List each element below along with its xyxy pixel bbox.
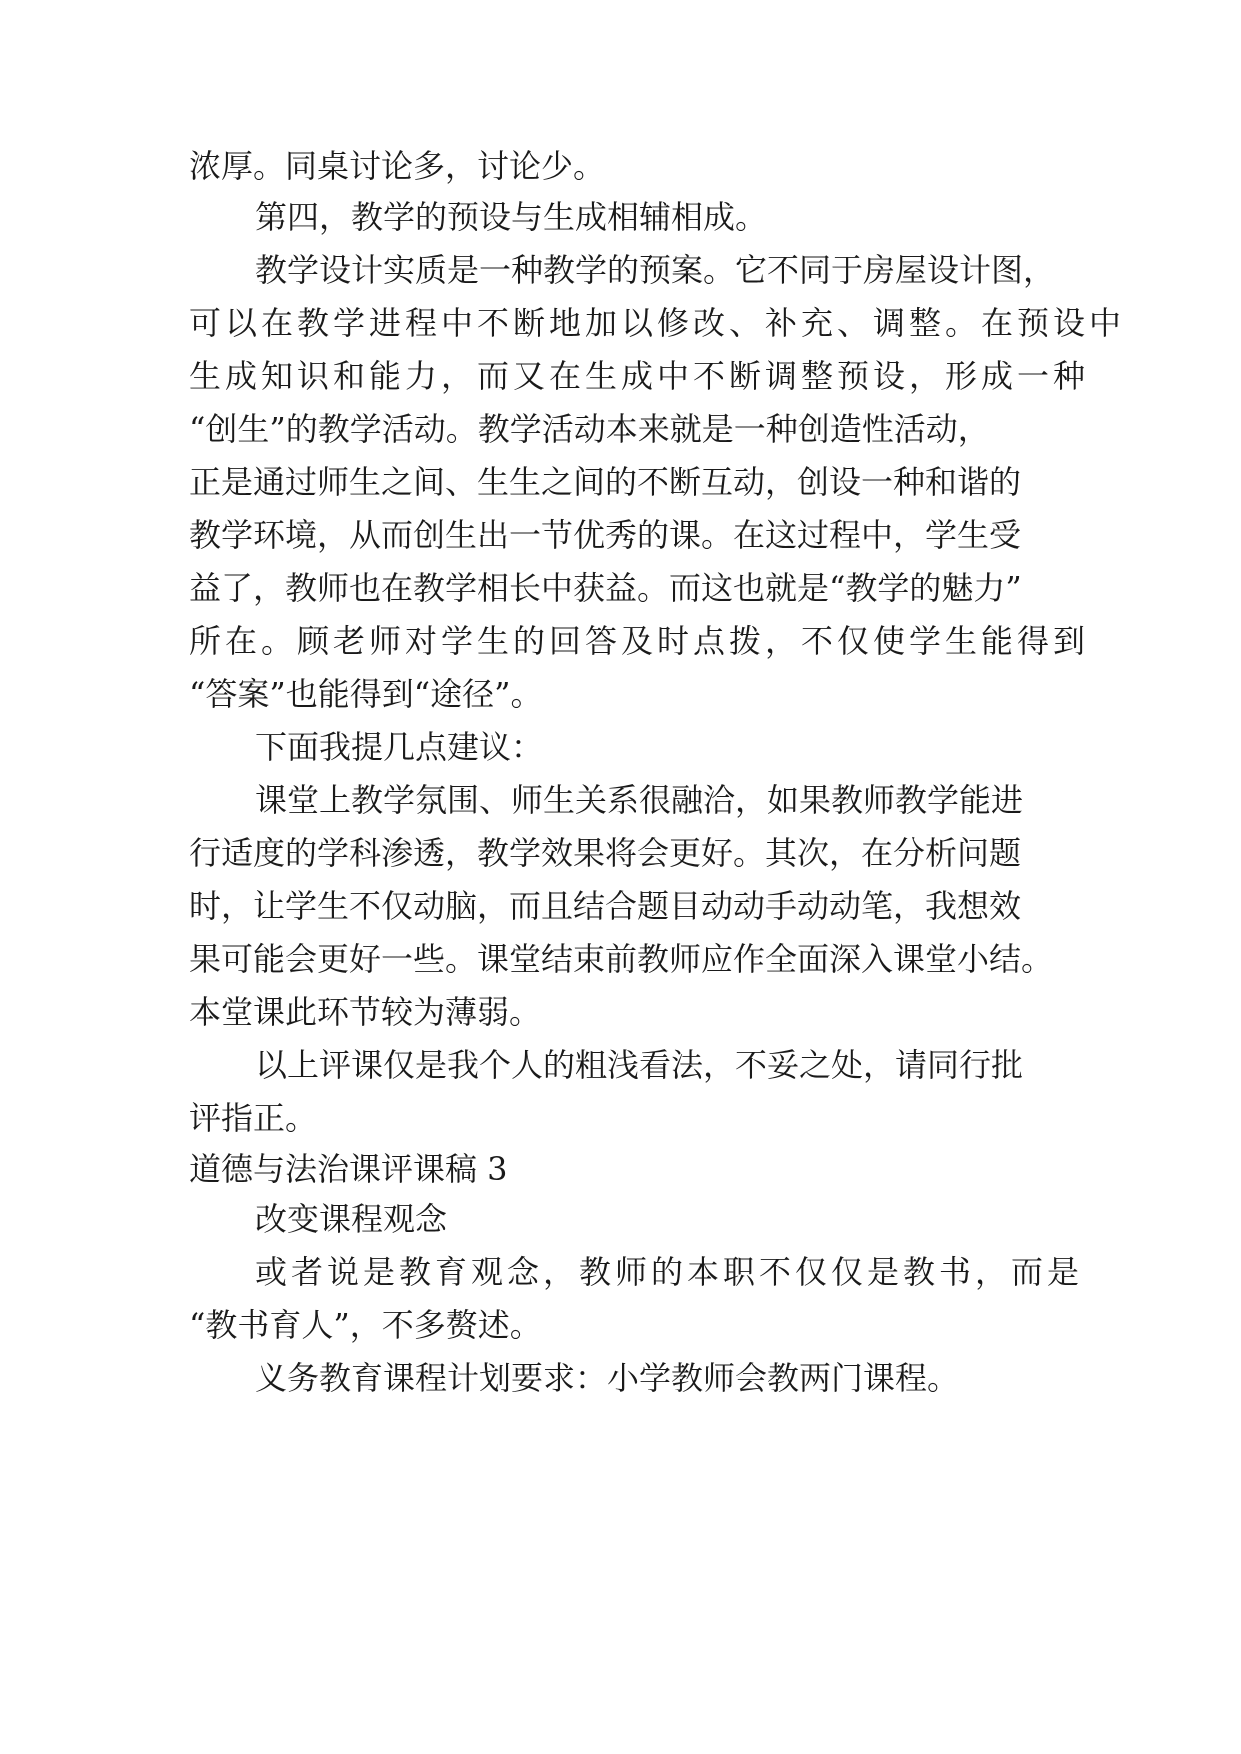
- paragraph-line: 以上评课仅是我个人的粗浅看法，不妥之处，请同行批: [255, 1046, 1024, 1084]
- paragraph-line: “创生”的教学活动。教学活动本来就是一种创造性活动，: [189, 410, 990, 448]
- paragraph-line: 浓厚。同桌讨论多，讨论少。: [189, 147, 606, 185]
- section-heading-fourth: 第四，教学的预设与生成相辅相成。: [255, 198, 768, 236]
- paragraph-line: 生成知识和能力，而又在生成中不断调整预设，形成一种: [189, 357, 1090, 395]
- paragraph-line: 可以在教学进程中不断地加以修改、补充、调整。在预设中: [189, 304, 1126, 342]
- document-section-title: 道德与法治课评课稿 3: [189, 1150, 508, 1188]
- paragraph-line: 果可能会更好一些。课堂结束前教师应作全面深入课堂小结。: [189, 940, 1054, 978]
- paragraph-line: “答案”也能得到“途径”。: [189, 675, 543, 713]
- paragraph-line: 评指正。: [189, 1099, 318, 1137]
- paragraph-line: 课堂上教学氛围、师生关系很融洽，如果教师教学能进: [255, 781, 1024, 819]
- paragraph-line: 时，让学生不仅动脑，而且结合题目动动手动动笔，我想效: [189, 887, 1022, 925]
- paragraph-line: “教书育人”，不多赘述。: [189, 1306, 542, 1344]
- paragraph-line: 本堂课此环节较为薄弱。: [189, 993, 542, 1031]
- paragraph-line: 教学设计实质是一种教学的预案。它不同于房屋设计图，: [255, 251, 1056, 289]
- paragraph-line: 义务教育课程计划要求：小学教师会教两门课程。: [255, 1359, 960, 1397]
- section-heading: 改变课程观念: [255, 1200, 448, 1238]
- paragraph-line: 教学环境，从而创生出一节优秀的课。在这过程中，学生受: [189, 516, 1022, 554]
- paragraph-line: 下面我提几点建议：: [255, 728, 544, 766]
- paragraph-line: 所在。顾老师对学生的回答及时点拨，不仅使学生能得到: [189, 622, 1090, 660]
- paragraph-line: 益了，教师也在教学相长中获益。而这也就是“教学的魅力”: [189, 569, 1022, 607]
- paragraph-line: 或者说是教育观念，教师的本职不仅仅是教书，而是: [255, 1253, 1084, 1291]
- paragraph-line: 正是通过师生之间、生生之间的不断互动，创设一种和谐的: [189, 463, 1022, 501]
- paragraph-line: 行适度的学科渗透，教学效果将会更好。其次，在分析问题: [189, 834, 1022, 872]
